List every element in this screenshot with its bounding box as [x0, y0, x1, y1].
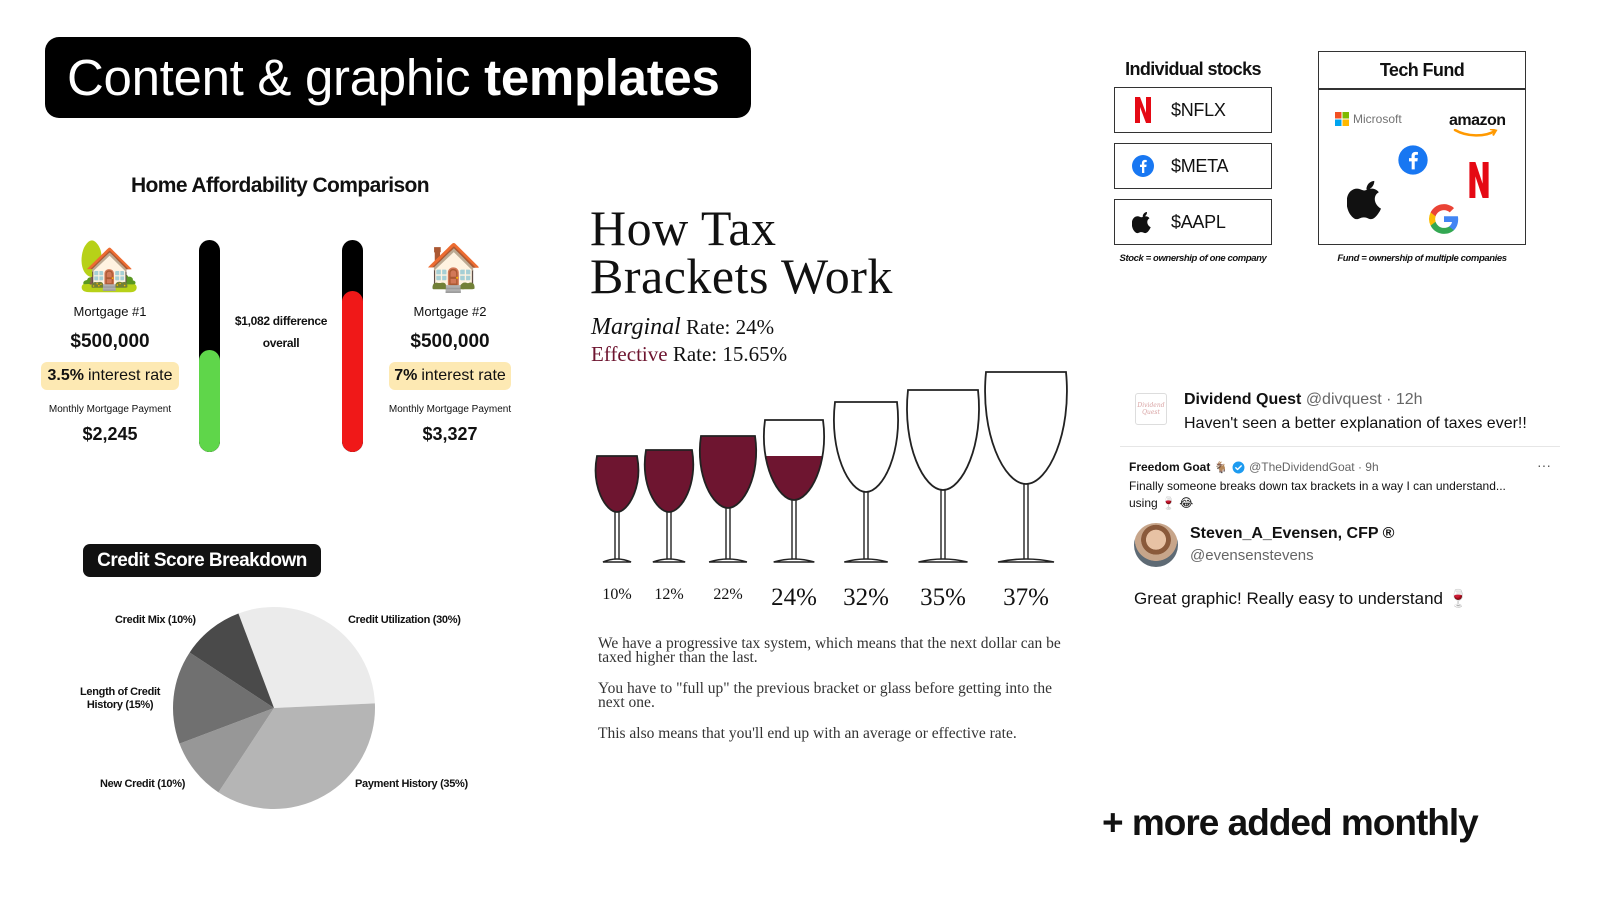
tweet2-text-line1: Finally someone breaks down tax brackets in a way I can understand... — [1129, 479, 1506, 493]
mortgage2-label: Mortgage #2 — [413, 304, 487, 319]
wine-glass-icon — [587, 456, 647, 562]
dividend-quest-avatar[interactable] — [1135, 393, 1167, 425]
tax-paragraph-1: We have a progressive tax system, which means that the next dollar can be taxed higher than the last. — [598, 635, 1061, 666]
microsoft-icon — [1335, 112, 1349, 126]
wine-glasses-graphic — [585, 360, 1085, 570]
tax-title-line2: Brackets Work — [590, 248, 893, 304]
glass-label-10pct: 10% — [602, 586, 632, 603]
tweet-divider — [1120, 446, 1560, 447]
wine-glass-icon — [755, 420, 833, 562]
tax-paragraph-3: This also means that you'll end up with an average or effective rate. — [598, 725, 1017, 742]
wine-glass-icon — [907, 390, 979, 562]
goat-icon: 🐐 — [1214, 461, 1229, 474]
difference-line2: overall — [262, 336, 300, 350]
stock-ticker: $META — [1171, 155, 1229, 176]
glass-label-22pct: 22% — [713, 586, 743, 603]
label-length-line2: History (15%) — [86, 699, 154, 711]
mortgage2-bar — [342, 240, 363, 452]
page-title-banner — [45, 37, 751, 118]
glass-label-24pct: 24% — [771, 584, 817, 611]
tweet2-header — [1129, 460, 1379, 474]
amazon-logo — [1449, 112, 1506, 130]
mortgage1-bar-fill — [199, 350, 220, 452]
label-credit-mix: Credit Mix (10%) — [115, 614, 196, 626]
label-credit-utilization: Credit Utilization (30%) — [348, 614, 461, 626]
label-new-credit: New Credit (10%) — [100, 778, 186, 790]
mortgage1-payment: $2,245 — [82, 424, 138, 444]
label-length-line1: Length of Credit — [80, 686, 161, 698]
more-options-icon[interactable]: ··· — [1537, 457, 1551, 473]
marginal-word: Marginal — [591, 314, 681, 340]
steven-avatar[interactable] — [1134, 523, 1178, 567]
mortgage1-label: Mortgage #1 — [73, 304, 147, 319]
mortgage1-price: $500,000 — [70, 331, 150, 352]
mortgage1-rate-badge — [41, 362, 179, 390]
mortgage1-rate: 3.5% — [47, 367, 84, 384]
facebook-icon — [1397, 144, 1429, 176]
facebook-icon — [1115, 154, 1171, 178]
apple-icon — [1115, 210, 1171, 234]
amazon-label: amazon — [1449, 112, 1506, 129]
tech-fund-box — [1318, 51, 1526, 245]
amazon-smile-icon — [1453, 129, 1499, 137]
tweet1-handle[interactable]: @divquest · 12h — [1305, 391, 1423, 408]
marginal-rate: Rate: 24% — [686, 315, 775, 339]
tax-paragraph-2: You have to "full up" the previous bracket or glass before getting into the next one. — [598, 680, 1053, 711]
tweet3-name[interactable]: Steven_A_Evensen, CFP ® — [1190, 525, 1395, 542]
stocks-title: Individual stocks — [1125, 59, 1261, 79]
wine-glass-icon — [834, 402, 898, 562]
mortgage2-bar-fill — [342, 291, 363, 452]
tweet2-text-line2: using 🍷 😂 — [1129, 496, 1194, 510]
credit-score-title: Credit Score Breakdown — [83, 544, 321, 577]
tweet2-handle[interactable]: @TheDividendGoat · 9h — [1249, 460, 1379, 474]
google-icon — [1427, 202, 1461, 236]
difference-line1: $1,082 difference — [234, 314, 328, 328]
effective-rate: Rate: 15.65% — [672, 342, 788, 366]
mortgage1-payment-label: Monthly Mortgage Payment — [48, 404, 172, 415]
stock-row-aapl — [1114, 199, 1272, 245]
house-with-tree-icon: 🏡 — [78, 237, 141, 293]
stock-row-nflx — [1114, 87, 1272, 133]
mortgage2-payment: $3,327 — [422, 424, 478, 444]
title-bold: templates — [484, 49, 720, 106]
netflix-icon — [1115, 97, 1171, 123]
fund-caption: Fund = ownership of multiple companies — [1337, 253, 1507, 264]
glass-label-12pct: 12% — [654, 586, 684, 603]
tweet3-text: Great graphic! Really easy to understand 🍷 — [1134, 589, 1469, 608]
glass-label-32pct: 32% — [843, 584, 889, 611]
title-regular: Content & graphic — [67, 49, 471, 106]
mortgage2-rate: 7% — [394, 367, 418, 384]
mortgage1-bar — [199, 240, 220, 452]
tweet2-text — [1129, 478, 1506, 512]
label-payment-history: Payment History (35%) — [355, 778, 468, 790]
tweet2-name[interactable]: Freedom Goat — [1129, 460, 1211, 474]
mortgage2-price: $500,000 — [410, 331, 490, 352]
tweet1-name[interactable]: Dividend Quest — [1184, 391, 1302, 408]
avatar-text: Dividend Quest — [1137, 402, 1165, 416]
stocks-caption: Stock = ownership of one company — [1119, 253, 1267, 264]
mortgage2-payment-label: Monthly Mortgage Payment — [388, 404, 512, 415]
wine-glass-icon — [636, 450, 702, 562]
wine-glass-icon — [691, 436, 765, 562]
apple-icon — [1347, 176, 1387, 222]
effective-word: Effective — [591, 342, 668, 366]
tax-brackets-title — [590, 200, 893, 304]
stock-row-meta — [1114, 143, 1272, 189]
tweet1-header — [1184, 391, 1423, 409]
microsoft-label: Microsoft — [1353, 112, 1402, 126]
tweet1-text: Haven't seen a better explanation of taxes ever!! — [1184, 415, 1527, 432]
glass-label-37pct: 37% — [1003, 584, 1049, 611]
stock-ticker: $NFLX — [1171, 99, 1226, 120]
fund-divider — [1319, 88, 1525, 90]
tax-title-line1: How Tax — [590, 200, 777, 256]
fund-title: Tech Fund — [1379, 60, 1465, 80]
glass-label-35pct: 35% — [920, 584, 966, 611]
mortgage2-rate-suffix: interest rate — [421, 367, 506, 384]
label-length-credit-history — [80, 686, 160, 712]
tweet3-handle[interactable]: @evensenstevens — [1190, 547, 1314, 564]
verified-badge-icon — [1232, 461, 1245, 474]
wine-glass-icon — [985, 372, 1067, 562]
mortgage2-rate-badge — [389, 362, 511, 390]
house-icon: 🏠 — [425, 241, 483, 293]
stock-ticker: $AAPL — [1171, 211, 1226, 232]
marginal-rate-line — [591, 314, 774, 341]
difference-text — [228, 310, 334, 354]
mortgage1-rate-suffix: interest rate — [87, 367, 173, 384]
more-added-monthly: + more added monthly — [1102, 802, 1478, 843]
home-affordability-title: Home Affordability Comparison — [130, 174, 429, 197]
microsoft-logo — [1335, 112, 1402, 126]
netflix-icon — [1467, 162, 1491, 198]
